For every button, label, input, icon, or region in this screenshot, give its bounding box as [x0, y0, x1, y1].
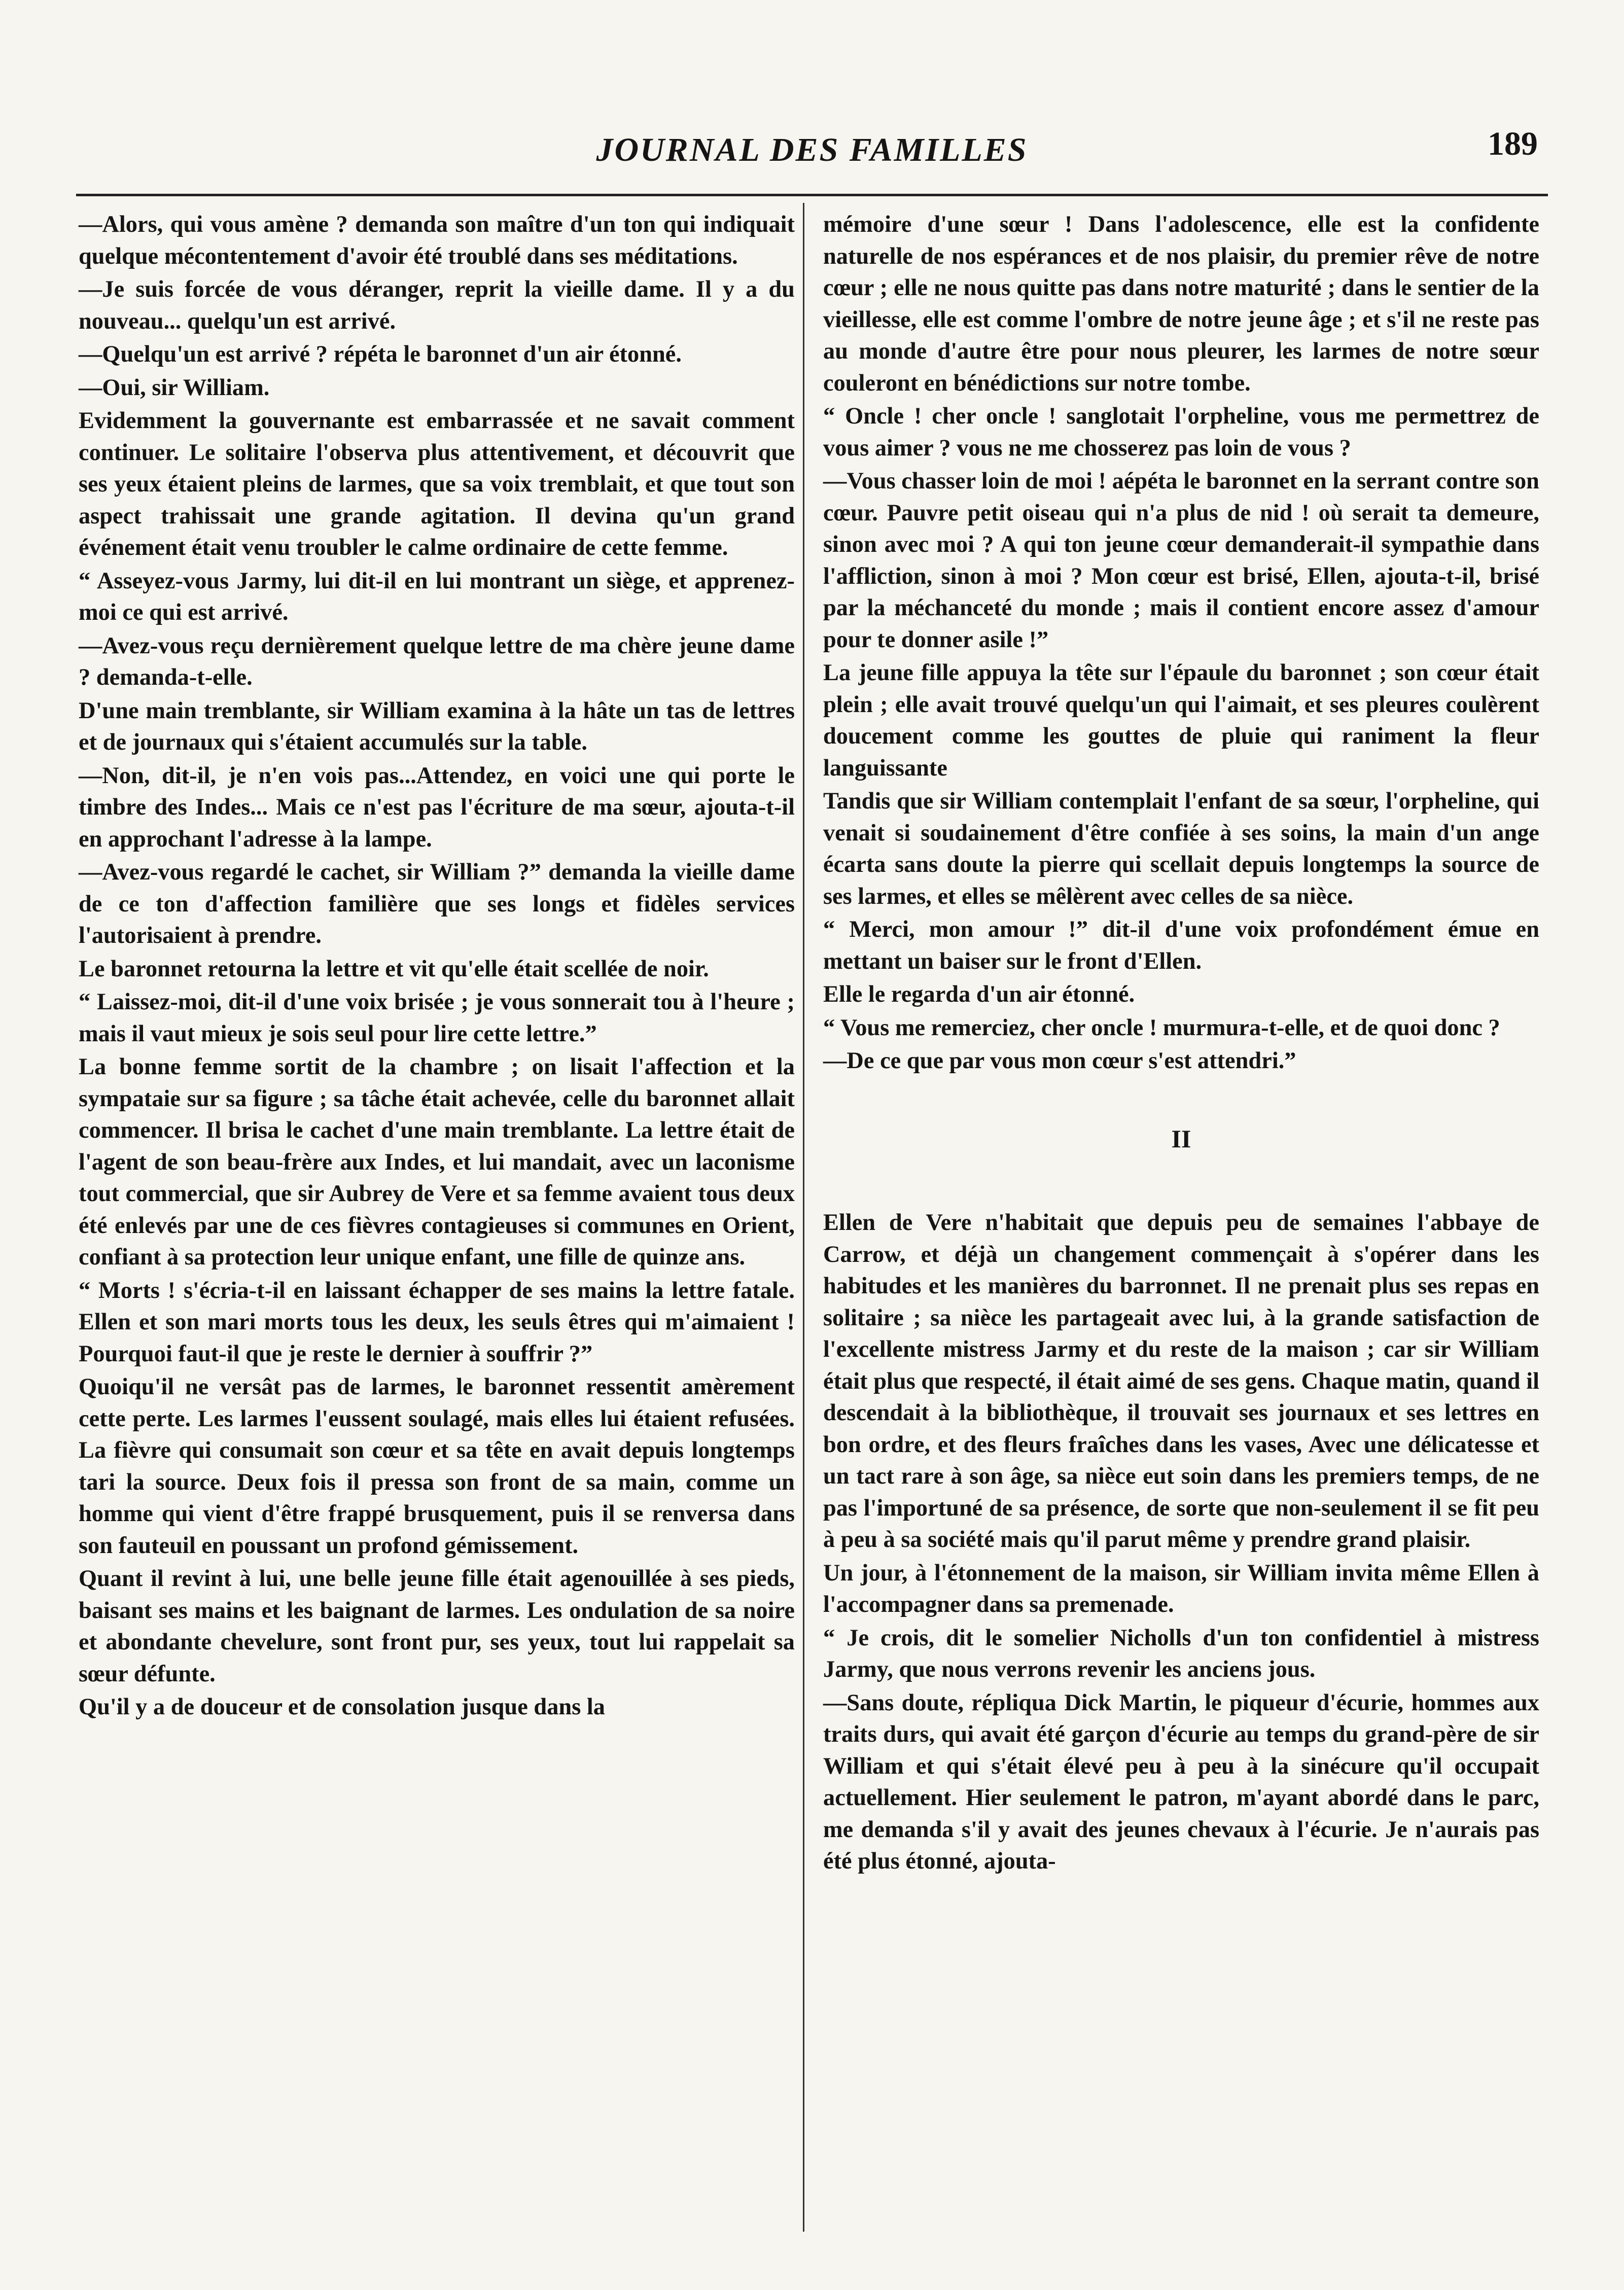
paragraph: “ Laissez-moi, dit-il d'une voix brisée ; je vous sonnerait tou à l'heure ; mais il vaut mieux je sois seul pour lire cette lettre.”	[79, 989, 795, 1047]
paragraph: “ Asseyez-vous Jarmy, lui dit-il en lui montrant un siège, et apprenez-moi ce qui est arrivé.	[79, 568, 795, 625]
paragraph: “ Oncle ! cher oncle ! sanglotait l'orpheline, vous me permettrez de vous aimer ? vous ne me chosserez pas loin de vous ?	[823, 403, 1539, 461]
paragraph: —Vous chasser loin de moi ! aépéta le baronnet en la serrant contre son cœur. Pauvre petit oiseau qui n'a plus de nid ! où serait ta demeure, sinon avec moi ? A qui ton jeune cœur demanderait-il sympathie dans l'affliction, sinon à moi ? Mon cœur est brisé, Ellen, ajouta-t-il, brisé par la méchanceté du monde ; mais il contient encore assez d'amour pour te donner asile !”	[823, 468, 1539, 653]
header-rule	[76, 194, 1548, 196]
paragraph: D'une main tremblante, sir William examina à la hâte un tas de lettres et de journaux qui s'étaient accumulés sur la table.	[79, 697, 795, 755]
paragraph: “ Merci, mon amour !” dit-il d'une voix profondément émue en mettant un baiser sur le front d'Ellen.	[823, 917, 1539, 974]
section-heading: II	[1171, 1124, 1191, 1153]
page-number: 189	[1488, 125, 1538, 162]
column-divider	[803, 203, 804, 2232]
paragraph: Evidemment la gouvernante est embarrassée et ne savait comment continuer. Le solitaire l'observa plus attentivement, et découvrit que ses yeux étaient pleins de larmes, que sa voix tremblait, et que tout son aspect trahissait une grande agitation. Il devina qu'un grand événement était venu troubler le calme ordinaire de cette femme.	[79, 408, 795, 560]
paragraph: Ellen de Vere n'habitait que depuis peu de semaines l'abbaye de Carrow, et déjà un changement commençait à s'opérer dans les habitudes et les manières du barronnet. Il ne prenait plus ses repas en solitaire ; sa nièce les partageait avec lui, à la grande satisfaction de l'excellente mistress Jarmy et du reste de la maison ; car sir William était plus que respecté, il était aimé de ses gens. Chaque matin, quand il descendait à la bibliothèque, il trouvait ses journaux et ses lettres en bon ordre, et des fleurs fraîches dans les vases, Avec une délicatesse et un tact rare à son âge, sa nièce eut soin dans les premiers temps, de ne pas l'importuné de sa présence, de sorte que non-seulement il se fit peu à peu à sa société mais qu'il parut même y prendre grand plaisir.	[823, 1210, 1539, 1553]
paragraph: Quoiqu'il ne versât pas de larmes, le baronnet ressentit amèrement cette perte. Les larmes l'eussent soulagé, mais elles lui étaient refusées. La fièvre qui consumait son cœur et sa tête en avait depuis longtemps tari la source. Deux fois il pressa son front de sa main, comme un homme qui vient d'être frappé brusquement, puis il se renversa dans son fauteuil en poussant un profond gémissement.	[79, 1374, 795, 1559]
page-header	[76, 122, 1548, 178]
paragraph: —Oui, sir William.	[79, 374, 270, 401]
paragraph: “ Je crois, dit le somelier Nicholls d'un ton confidentiel à mistress Jarmy, que nous verrons revenir les anciens jous.	[823, 1625, 1539, 1682]
paragraph: La bonne femme sortit de la chambre ; on lisait l'affection et la sympataie sur sa figure ; sa tâche était achevée, celle du baronnet allait commencer. Il brisa le cachet d'une main tremblante. La lettre était de l'agent de son beau-frère aux Indes, et lui mandait, avec un laconisme tout commercial, que sir Aubrey de Vere et sa femme avaient tous deux été enlevés par une de ces fièvres contagieuses si communes en Orient, confiant à sa protection leur unique enfant, une fille de quinze ans.	[79, 1054, 795, 1270]
paragraph: Qu'il y a de douceur et de consolation jusque dans la	[79, 1694, 605, 1720]
right-column	[823, 209, 1539, 1879]
paragraph: —Avez-vous regardé le cachet, sir William ?” demanda la vieille dame de ce ton d'affection familière que ses longs et fidèles services l'autorisaient à prendre.	[79, 859, 795, 948]
paragraph: Elle le regarda d'un air étonné.	[823, 981, 1135, 1007]
paragraph: Tandis que sir William contemplait l'enfant de sa sœur, l'orpheline, qui venait si soudainement d'être confiée à ses soins, la main d'un ange écarta sans doute la pierre qui scellait depuis longtemps la source de ses larmes, et elles se mêlèrent avec celles de sa nièce.	[823, 788, 1539, 909]
paragraph: Le baronnet retourna la lettre et vit qu'elle était scellée de noir.	[79, 956, 709, 982]
paragraph: —Avez-vous reçu dernièrement quelque lettre de ma chère jeune dame ? demanda-t-elle.	[79, 632, 795, 690]
paragraph: La jeune fille appuya la tête sur l'épaule du baronnet ; son cœur était plein ; elle avait trouvé quelqu'un qui l'aimait, et ses pleures coulèrent doucement comme les gouttes de pluie qui raniment la fleur languissante	[823, 660, 1539, 781]
paragraph: —Alors, qui vous amène ? demanda son maître d'un ton qui indiquait quelque mécontentement d'avoir été troublé dans ses méditations.	[79, 212, 795, 269]
paragraph: “ Morts ! s'écria-t-il en laissant échapper de ses mains la lettre fatale. Ellen et son mari morts tous les deux, les seuls êtres qui m'aimaient ! Pourquoi faut-il que je reste le dernier à souffrir ?”	[79, 1277, 795, 1367]
paragraph: —De ce que par vous mon cœur s'est attendri.”	[823, 1048, 1296, 1074]
paragraph: Quant il revint à lui, une belle jeune fille était agenouillée à ses pieds, baisant ses mains et les baignant de larmes. Les ondulation de sa noire et abondante chevelure, sont front pur, ses yeux, tout lui rappelait sa sœur défunte.	[79, 1566, 795, 1687]
paragraph: —Sans doute, répliqua Dick Martin, le piqueur d'écurie, hommes aux traits durs, qui avait été garçon d'écurie au temps du grand-père de sir William et qui s'était élevé peu à peu à la sinécure qu'il occupait actuellement. Hier seulement le patron, m'ayant abordé dans le parc, me demanda s'il y avait des jeunes chevaux à l'écurie. Je n'aurais pas été plus étonné, ajouta-	[823, 1689, 1539, 1874]
paragraph: mémoire d'une sœur ! Dans l'adolescence, elle est la confidente naturelle de nos espérances et de nos plaisir, du premier rêve de notre cœur ; elle ne nous quitte pas dans notre maturité ; dans le sentier de la vieillesse, elle est comme l'ombre de notre jeune âge ; et s'il ne reste pas au monde d'autre être pour nous pleurer, les larmes de notre sœur couleront en bénédictions sur notre tombe.	[823, 212, 1539, 396]
paragraph: —Non, dit-il, je n'en vois pas...Attendez, en voici une qui porte le timbre des Indes... Mais ce n'est pas l'écriture de ma sœur, ajouta-t-il en approchant l'adresse à la lampe.	[79, 762, 795, 852]
paragraph: Un jour, à l'étonnement de la maison, sir William invita même Ellen à l'accompagner dans sa premenade.	[823, 1560, 1539, 1617]
paragraph: —Quelqu'un est arrivé ? répéta le baronnet d'un air étonné.	[79, 341, 682, 367]
paragraph: “ Vous me remerciez, cher oncle ! murmura-t-elle, et de quoi donc ?	[823, 1014, 1500, 1041]
left-column	[79, 209, 795, 1725]
running-title: JOURNAL DES FAMILLES	[596, 131, 1028, 168]
paragraph: —Je suis forcée de vous déranger, reprit la vieille dame. Il y a du nouveau... quelqu'un est arrivé.	[79, 276, 795, 334]
